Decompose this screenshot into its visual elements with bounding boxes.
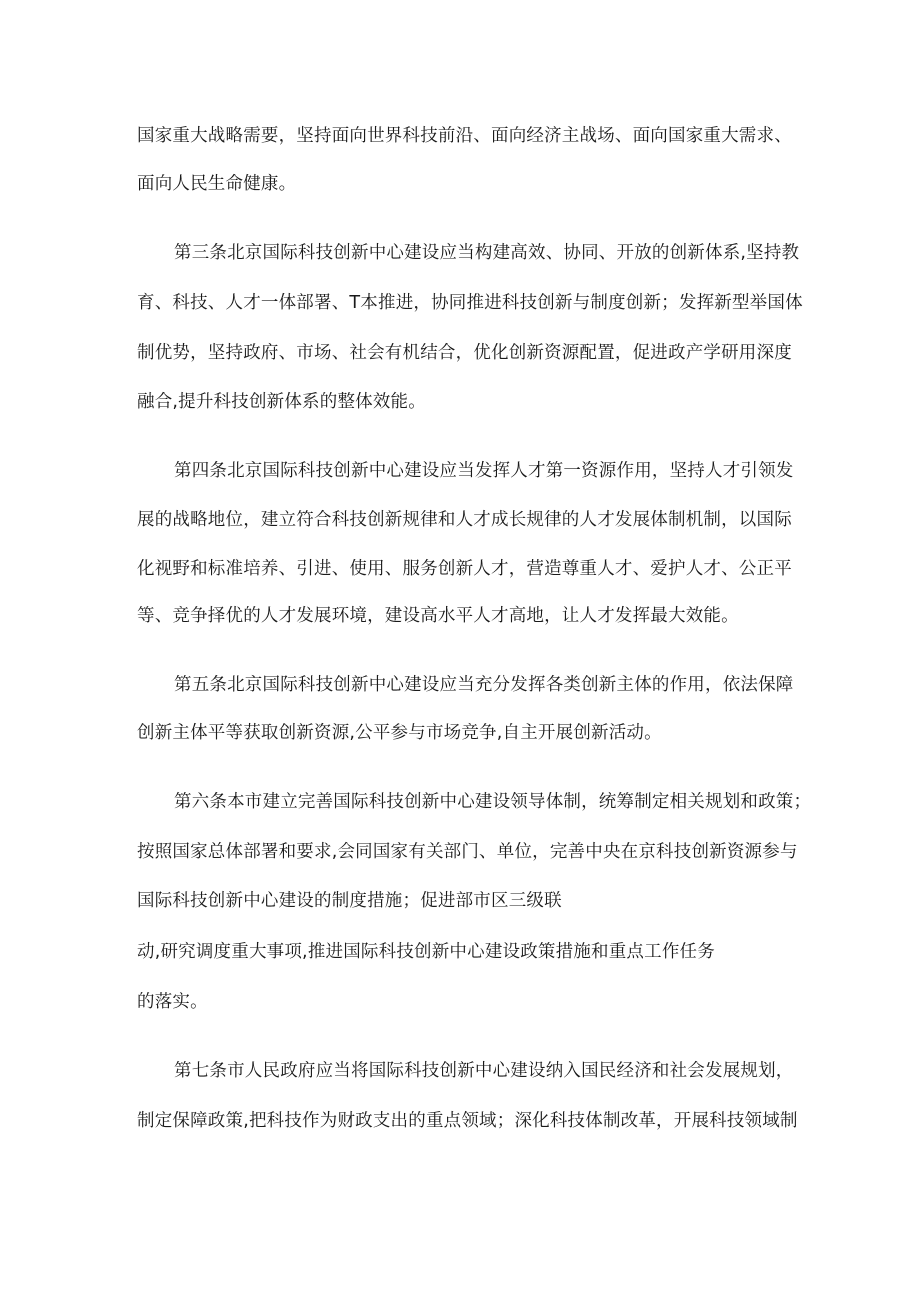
paragraph-line: 展的战略地位，建立符合科技创新规律和人才成长规律的人才发展体制机制，以国际: [137, 510, 792, 530]
paragraph-line: 化视野和标准培养、引进、使用、服务创新人才，营造尊重人才、爱护人才、公正平: [137, 559, 792, 579]
paragraph-line: 国家重大战略需要，坚持面向世界科技前沿、面向经济主战场、面向国家重大需求、: [137, 126, 792, 146]
paragraph-line: 动,研究调度重大事项,推进国际科技创新中心建设政策措施和重点工作任务: [137, 942, 715, 962]
paragraph-line: 制优势，坚持政府、市场、社会有机结合，优化创新资源配置，促进政产学研用深度: [137, 343, 792, 363]
paragraph-line: 的落实。: [137, 992, 208, 1012]
paragraph-line: 面向人民生命健康。: [137, 174, 297, 194]
paragraph-line: 育、科技、人才一体部署、T本推进，协同推进科技创新与制度创新；发挥新型举国体: [137, 293, 803, 313]
article-3-heading-line: 第三条北京国际科技创新中心建设应当构建高效、协同、开放的创新体系,坚持教: [174, 243, 800, 263]
article-6-heading-line: 第六条本市建立完善国际科技创新中心建设领导体制，统筹制定相关规划和政策；: [174, 792, 812, 812]
article-5-heading-line: 第五条北京国际科技创新中心建设应当充分发挥各类创新主体的作用，依法保障: [174, 675, 794, 695]
paragraph-line: 创新主体平等获取创新资源,公平参与市场竞争,自主开展创新活动。: [137, 723, 662, 743]
paragraph-line: 制定保障政策,把科技作为财政支出的重点领域；深化科技体制改革，开展科技领域制: [137, 1111, 798, 1131]
paragraph-line: 按照国家总体部署和要求,会同国家有关部门、单位，完善中央在京科技创新资源参与: [137, 842, 798, 862]
article-4-heading-line: 第四条北京国际科技创新中心建设应当发挥人才第一资源作用，坚持人才引领发: [174, 461, 794, 481]
paragraph-line: 融合,提升科技创新体系的整体效能。: [137, 392, 426, 412]
paragraph-line: 等、竞争择优的人才发展环境，建设高水平人才高地，让人才发挥最大效能。: [137, 606, 739, 626]
article-7-heading-line: 第七条市人民政府应当将国际科技创新中心建设纳入国民经济和社会发展规划，: [174, 1061, 794, 1081]
paragraph-line: 国际科技创新中心建设的制度措施；促进部市区三级联: [137, 891, 562, 911]
